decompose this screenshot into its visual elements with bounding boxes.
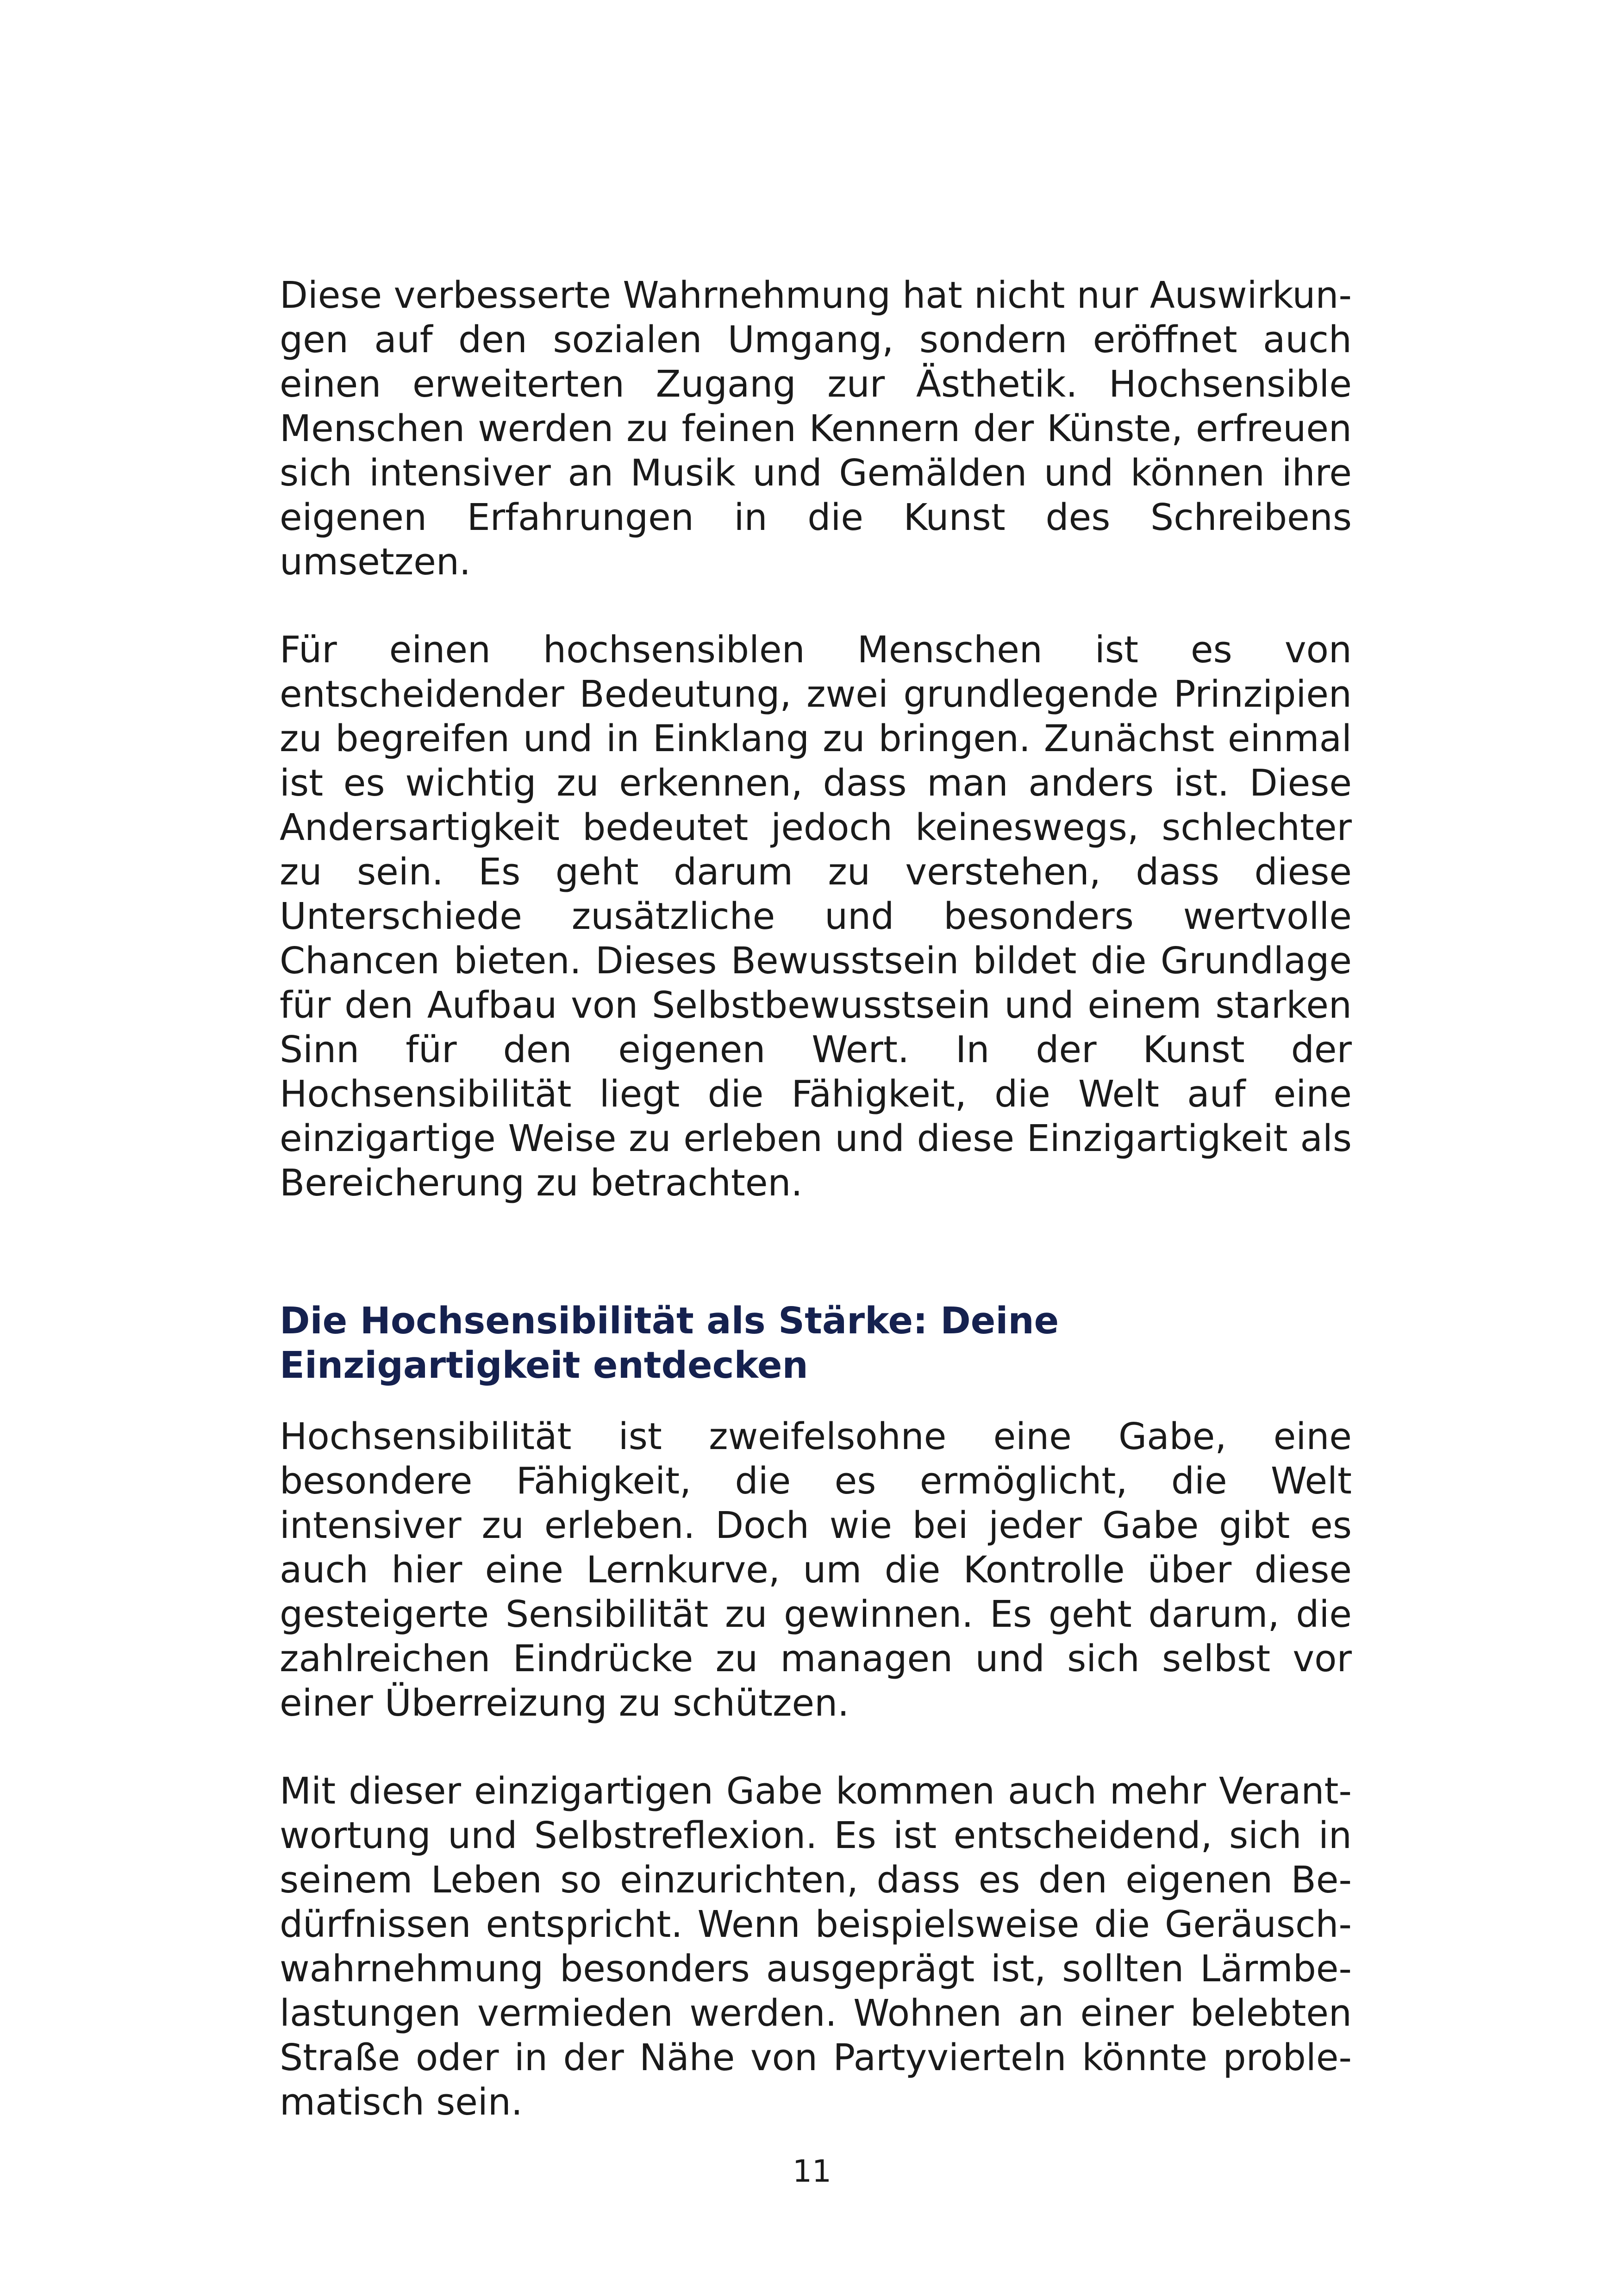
page-number: 11 <box>793 2153 831 2189</box>
paragraph-principles: Für einen hochsensiblen Menschen ist es von entscheidender Bedeutung, zwei grundlegende Prinzipien zu begreifen und in Einklang zu bringen. Zunächst einmal ist es wichtig zu erkennen, dass man anders ist. Diese Andersartigkeit bedeutet jedoch keineswegs, schlechter zu sein. Es geht darum zu verstehen, dass diese Unterschiede zusätzliche und besonders wertvolle Chancen bieten. Dieses Bewusstsein bildet die Grundlage für den Aufbau von Selbstbewusstsein und einem starken Sinn für den eigenen Wert. In der Kunst der Hochsensibilität liegt die Fähigkeit, die Welt auf eine einzigartige Weise zu erleben und diese Einzigartigkeit als Bereicherung zu betrachten. <box>280 628 1352 1204</box>
section-heading: Die Hochsensibilität als Stärke: Deine Einzigartigkeit entdecken <box>280 1300 1059 1387</box>
page-body <box>280 273 1352 2124</box>
paragraph-aesthetics: Diese verbesserte Wahrnehmung hat nicht nur Auswirkungen auf den sozialen Umgang, sondern eröffnet auch einen erweiterten Zugang zur Ästhetik. Hochsensible Menschen werden zu feinen Kennern der Künste, erfreuen sich intensiver an Musik und Gemälden und können ihre eigenen Erfahrungen in die Kunst des Schreibens umsetzen. <box>280 274 1352 583</box>
paragraph-responsibility: Mit dieser einzigartigen Gabe kommen auch mehr Verantwortung und Selbstreflexion. Es ist entscheidend, sich in seinem Leben so einzurichten, dass es den eigenen Bedürfnissen entspricht. Wenn beispielsweise die Geräuschwahrnehmung besonders ausgeprägt ist, sollten Lärmbelastungen vermieden werden. Wohnen an einer belebten Straße oder in der Nähe von Partyvierteln könnte problematisch sein. <box>280 1770 1352 2123</box>
paragraph-gift: Hochsensibilität ist zweifelsohne eine Gabe, eine besondere Fähigkeit, die es ermöglicht, die Welt intensiver zu erleben. Doch wie bei jeder Gabe gibt es auch hier eine Lernkurve, um die Kontrolle über diese gesteigerte Sensibilität zu gewinnen. Es geht darum, die zahlreichen Eindrücke zu managen und sich selbst vor einer Überreizung zu schützen. <box>280 1415 1352 1724</box>
